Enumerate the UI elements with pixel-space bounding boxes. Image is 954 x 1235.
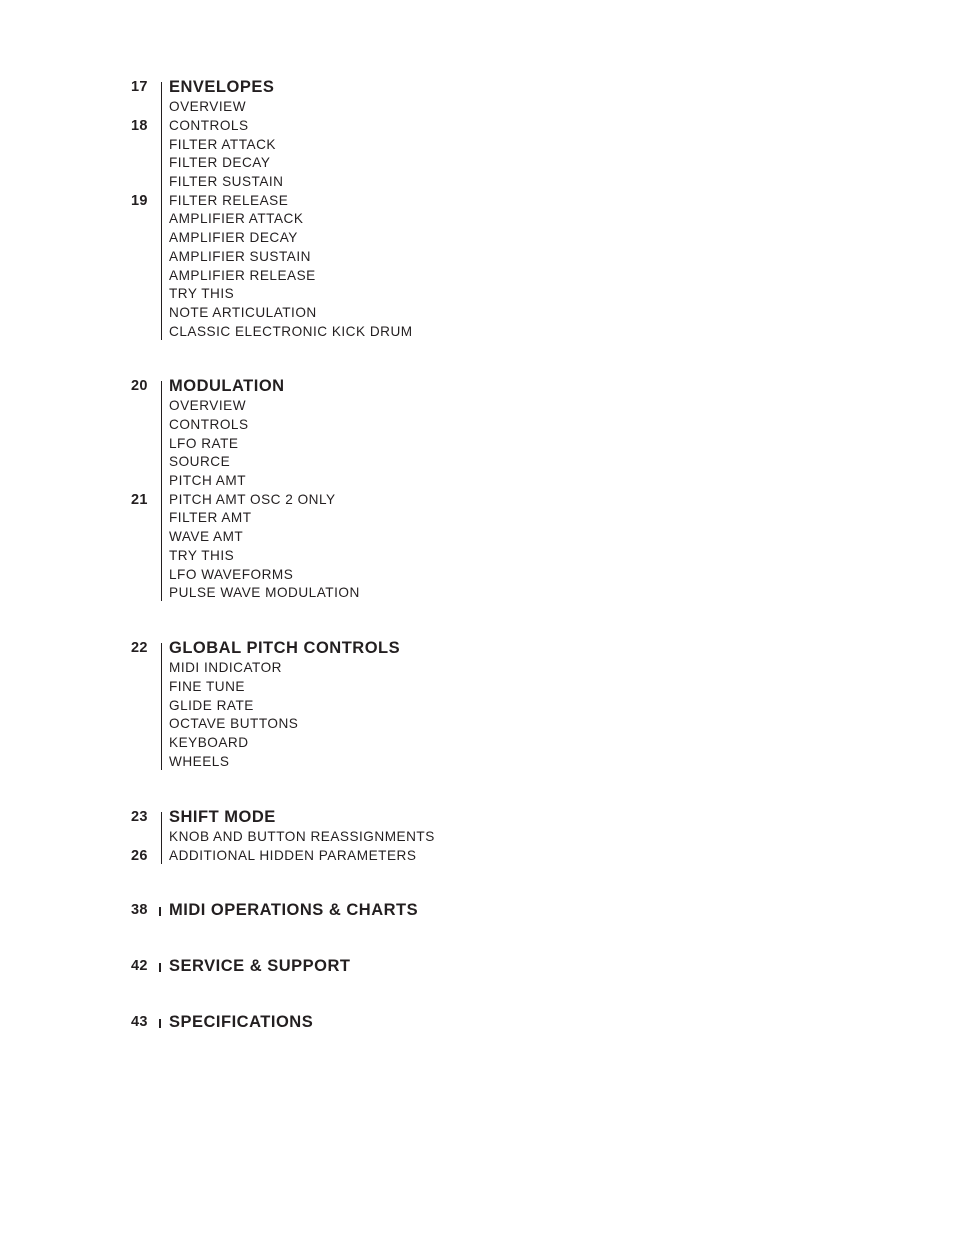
toc-page-number: 43	[131, 1014, 148, 1030]
toc-entry-row[interactable]	[0, 491, 954, 510]
toc-entry-row[interactable]	[0, 828, 954, 847]
toc-entry-label: FILTER RELEASE	[169, 192, 289, 208]
toc-entry-row[interactable]	[0, 117, 954, 136]
toc-entry-label: AMPLIFIER RELEASE	[169, 267, 316, 283]
toc-entry-label: OVERVIEW	[169, 99, 247, 115]
toc-entry-row[interactable]	[0, 678, 954, 697]
toc-entry-row[interactable]	[0, 154, 954, 173]
toc-heading: MIDI OPERATIONS & CHARTS	[169, 901, 419, 919]
toc-entry-row[interactable]	[0, 659, 954, 678]
toc-page-number: 19	[131, 192, 148, 209]
toc-entry-row[interactable]	[0, 528, 954, 547]
toc-entry-label: PITCH AMT	[169, 473, 247, 488]
toc-heading: SHIFT MODE	[169, 808, 276, 826]
toc-entry-row[interactable]	[0, 173, 954, 192]
toc-heading-row[interactable]	[0, 377, 954, 396]
toc-entry-label: NOTE ARTICULATION	[169, 304, 317, 320]
toc-entry-row[interactable]	[0, 267, 954, 286]
toc-entry-label: WAVE AMT	[169, 529, 244, 545]
toc-heading: ENVELOPES	[169, 78, 275, 96]
toc-entry-label: WHEELS	[169, 753, 230, 769]
toc-heading-row[interactable]	[0, 78, 954, 97]
toc-page-number: 20	[131, 378, 148, 394]
toc-page-number: 23	[131, 809, 148, 825]
toc-entry-row[interactable]	[0, 584, 954, 603]
toc-entry-row[interactable]	[0, 192, 954, 211]
toc-entry-label: ADDITIONAL HIDDEN PARAMETERS	[169, 847, 417, 863]
toc-page-number: 38	[131, 902, 148, 918]
toc-entry-row[interactable]	[0, 715, 954, 734]
toc-entry-label: CONTROLS	[169, 416, 249, 432]
toc-entry-row[interactable]	[0, 453, 954, 472]
toc-heading-row[interactable]	[0, 1013, 954, 1032]
toc-page-number: 21	[131, 491, 148, 508]
toc-entry-row[interactable]	[0, 98, 954, 117]
toc-entry-label: FILTER AMT	[169, 510, 252, 526]
toc-entry-label: KEYBOARD	[169, 735, 249, 750]
toc-heading: MODULATION	[169, 377, 285, 395]
toc-entry-label: LFO RATE	[169, 435, 239, 451]
toc-page-number: 42	[131, 958, 148, 974]
toc-entry-row[interactable]	[0, 847, 954, 866]
toc-entry-label: FINE TUNE	[169, 678, 245, 694]
toc-heading-row[interactable]	[0, 639, 954, 658]
toc-entry-label: FILTER ATTACK	[169, 136, 276, 152]
toc-heading: SPECIFICATIONS	[169, 1013, 314, 1031]
toc-entry-label: OVERVIEW	[169, 398, 247, 414]
toc-heading: GLOBAL PITCH CONTROLS	[169, 639, 401, 657]
toc-entry-row[interactable]	[0, 136, 954, 155]
toc-entry-label: PITCH AMT OSC 2 ONLY	[169, 491, 336, 507]
toc-entry-label: KNOB AND BUTTON REASSIGNMENTS	[169, 829, 435, 845]
toc-entry-label: CONTROLS	[169, 117, 249, 133]
toc-entry-label: PULSE WAVE MODULATION	[169, 585, 360, 601]
toc-entry-row[interactable]	[0, 472, 954, 491]
toc-entry-label: MIDI INDICATOR	[169, 660, 282, 676]
toc-entry-label: TRY THIS	[169, 286, 235, 302]
toc-entry-row[interactable]	[0, 323, 954, 342]
toc-entry-row[interactable]	[0, 734, 954, 753]
toc-page-number: 22	[131, 640, 148, 656]
toc-entry-label: AMPLIFIER DECAY	[169, 230, 298, 246]
toc-heading-row[interactable]	[0, 957, 954, 976]
toc-entry-row[interactable]	[0, 229, 954, 248]
toc-entry-row[interactable]	[0, 566, 954, 585]
toc-entry-label: CLASSIC ELECTRONIC KICK DRUM	[169, 323, 413, 339]
toc-page-number: 18	[131, 117, 148, 134]
toc-entry-row[interactable]	[0, 304, 954, 323]
toc-entry-label: AMPLIFIER SUSTAIN	[169, 248, 311, 264]
toc-entry-label: SOURCE	[169, 454, 231, 470]
toc-heading-row[interactable]	[0, 808, 954, 827]
toc-heading: SERVICE & SUPPORT	[169, 957, 351, 975]
toc-entry-label: LFO WAVEFORMS	[169, 566, 294, 582]
toc-entry-label: AMPLIFIER ATTACK	[169, 211, 304, 227]
toc-entry-row[interactable]	[0, 285, 954, 304]
toc-page-number: 17	[131, 79, 148, 95]
toc-entry-label: FILTER DECAY	[169, 155, 271, 171]
toc-entry-row[interactable]	[0, 210, 954, 229]
toc-entry-row[interactable]	[0, 753, 954, 772]
toc-entry-row[interactable]	[0, 397, 954, 416]
toc-entry-row[interactable]	[0, 697, 954, 716]
toc-entry-row[interactable]	[0, 509, 954, 528]
toc-entry-label: TRY THIS	[169, 547, 235, 563]
toc-entry-row[interactable]	[0, 547, 954, 566]
toc-page-number: 26	[131, 847, 148, 864]
toc-entry-label: OCTAVE BUTTONS	[169, 716, 299, 732]
toc-entry-row[interactable]	[0, 416, 954, 435]
toc-entry-row[interactable]	[0, 435, 954, 454]
toc-heading-row[interactable]	[0, 901, 954, 920]
toc-entry-row[interactable]	[0, 248, 954, 267]
toc-entry-label: GLIDE RATE	[169, 697, 254, 713]
toc-entry-label: FILTER SUSTAIN	[169, 174, 284, 189]
